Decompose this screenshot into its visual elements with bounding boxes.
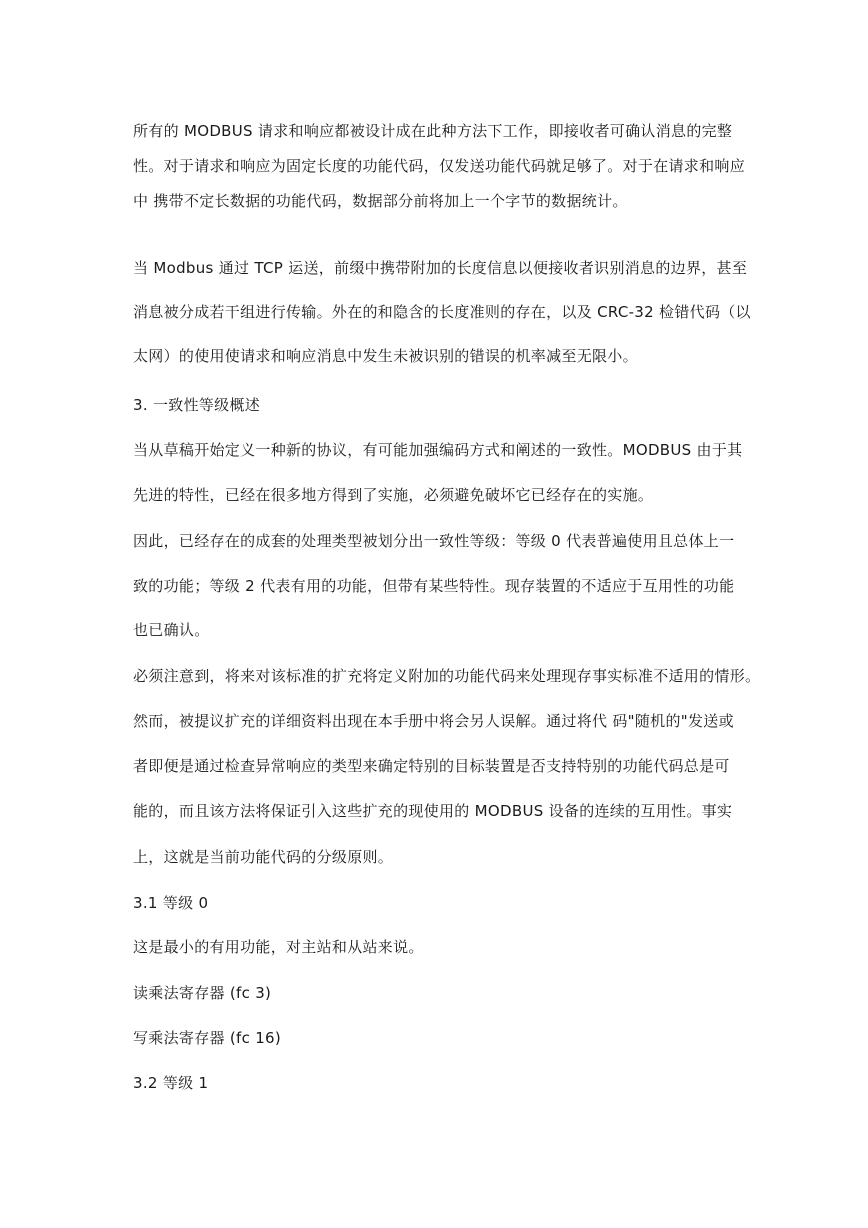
body-text-line: 上，这就是当前功能代码的分级原则。 <box>133 848 394 866</box>
body-text-line: 性。对于请求和响应为固定长度的功能代码，仅发送功能代码就足够了。对于在请求和响应 <box>133 157 746 175</box>
body-text-line: 所有的 MODBUS 请求和响应都被设计成在此种方法下工作，即接收者可确认消息的完整 <box>133 122 733 140</box>
body-text-line: 也已确认。 <box>133 621 210 639</box>
body-text-line: 当 Modbus 通过 TCP 运送，前缀中携带附加的长度信息以便接收者识别消息的边界，甚至 <box>133 259 748 277</box>
body-text-line: 因此，已经存在的成套的处理类型被划分出一致性等级：等级 0 代表普遍使用且总体上一 <box>133 532 735 550</box>
body-text-line: 者即便是通过检查异常响应的类型来确定特别的目标装置是否支持特别的功能代码总是可 <box>133 757 730 775</box>
section-heading: 3.1 等级 0 <box>133 894 209 912</box>
section-heading: 3. 一致性等级概述 <box>133 396 261 414</box>
section-heading: 3.2 等级 1 <box>133 1074 209 1092</box>
body-text-line: 消息被分成若干组进行传输。外在的和隐含的长度准则的存在，以及 CRC-32 检错代码（以 <box>133 303 751 321</box>
body-text-line: 能的，而且该方法将保证引入这些扩充的现使用的 MODBUS 设备的连续的互用性。事实 <box>133 802 733 820</box>
function-code-item: 读乘法寄存器 (fc 3) <box>133 984 272 1002</box>
body-text-line: 致的功能；等级 2 代表有用的功能，但带有某些特性。现存装置的不适应于互用性的功能 <box>133 577 735 595</box>
body-text-line: 中 携带不定长数据的功能代码，数据部分前将加上一个字节的数据统计。 <box>133 192 628 210</box>
body-text-line: 必须注意到，将来对该标准的扩充将定义附加的功能代码来处理现存事实标准不适用的情形。 <box>133 667 761 685</box>
body-text-line: 当从草稿开始定义一种新的协议，有可能加强编码方式和阐述的一致性。MODBUS 由于其 <box>133 441 743 459</box>
body-text-line: 然而，被提议扩充的详细资料出现在本手册中将会另人误解。通过将代 码"随机的"发送或 <box>133 712 734 730</box>
function-code-item: 写乘法寄存器 (fc 16) <box>133 1029 282 1047</box>
body-text-line: 先进的特性，已经在很多地方得到了实施，必须避免破坏它已经存在的实施。 <box>133 486 654 504</box>
body-text-line: 太网）的使用使请求和响应消息中发生未被识别的错误的机率减至无限小。 <box>133 347 638 365</box>
body-text-line: 这是最小的有用功能，对主站和从站来说。 <box>133 938 424 956</box>
